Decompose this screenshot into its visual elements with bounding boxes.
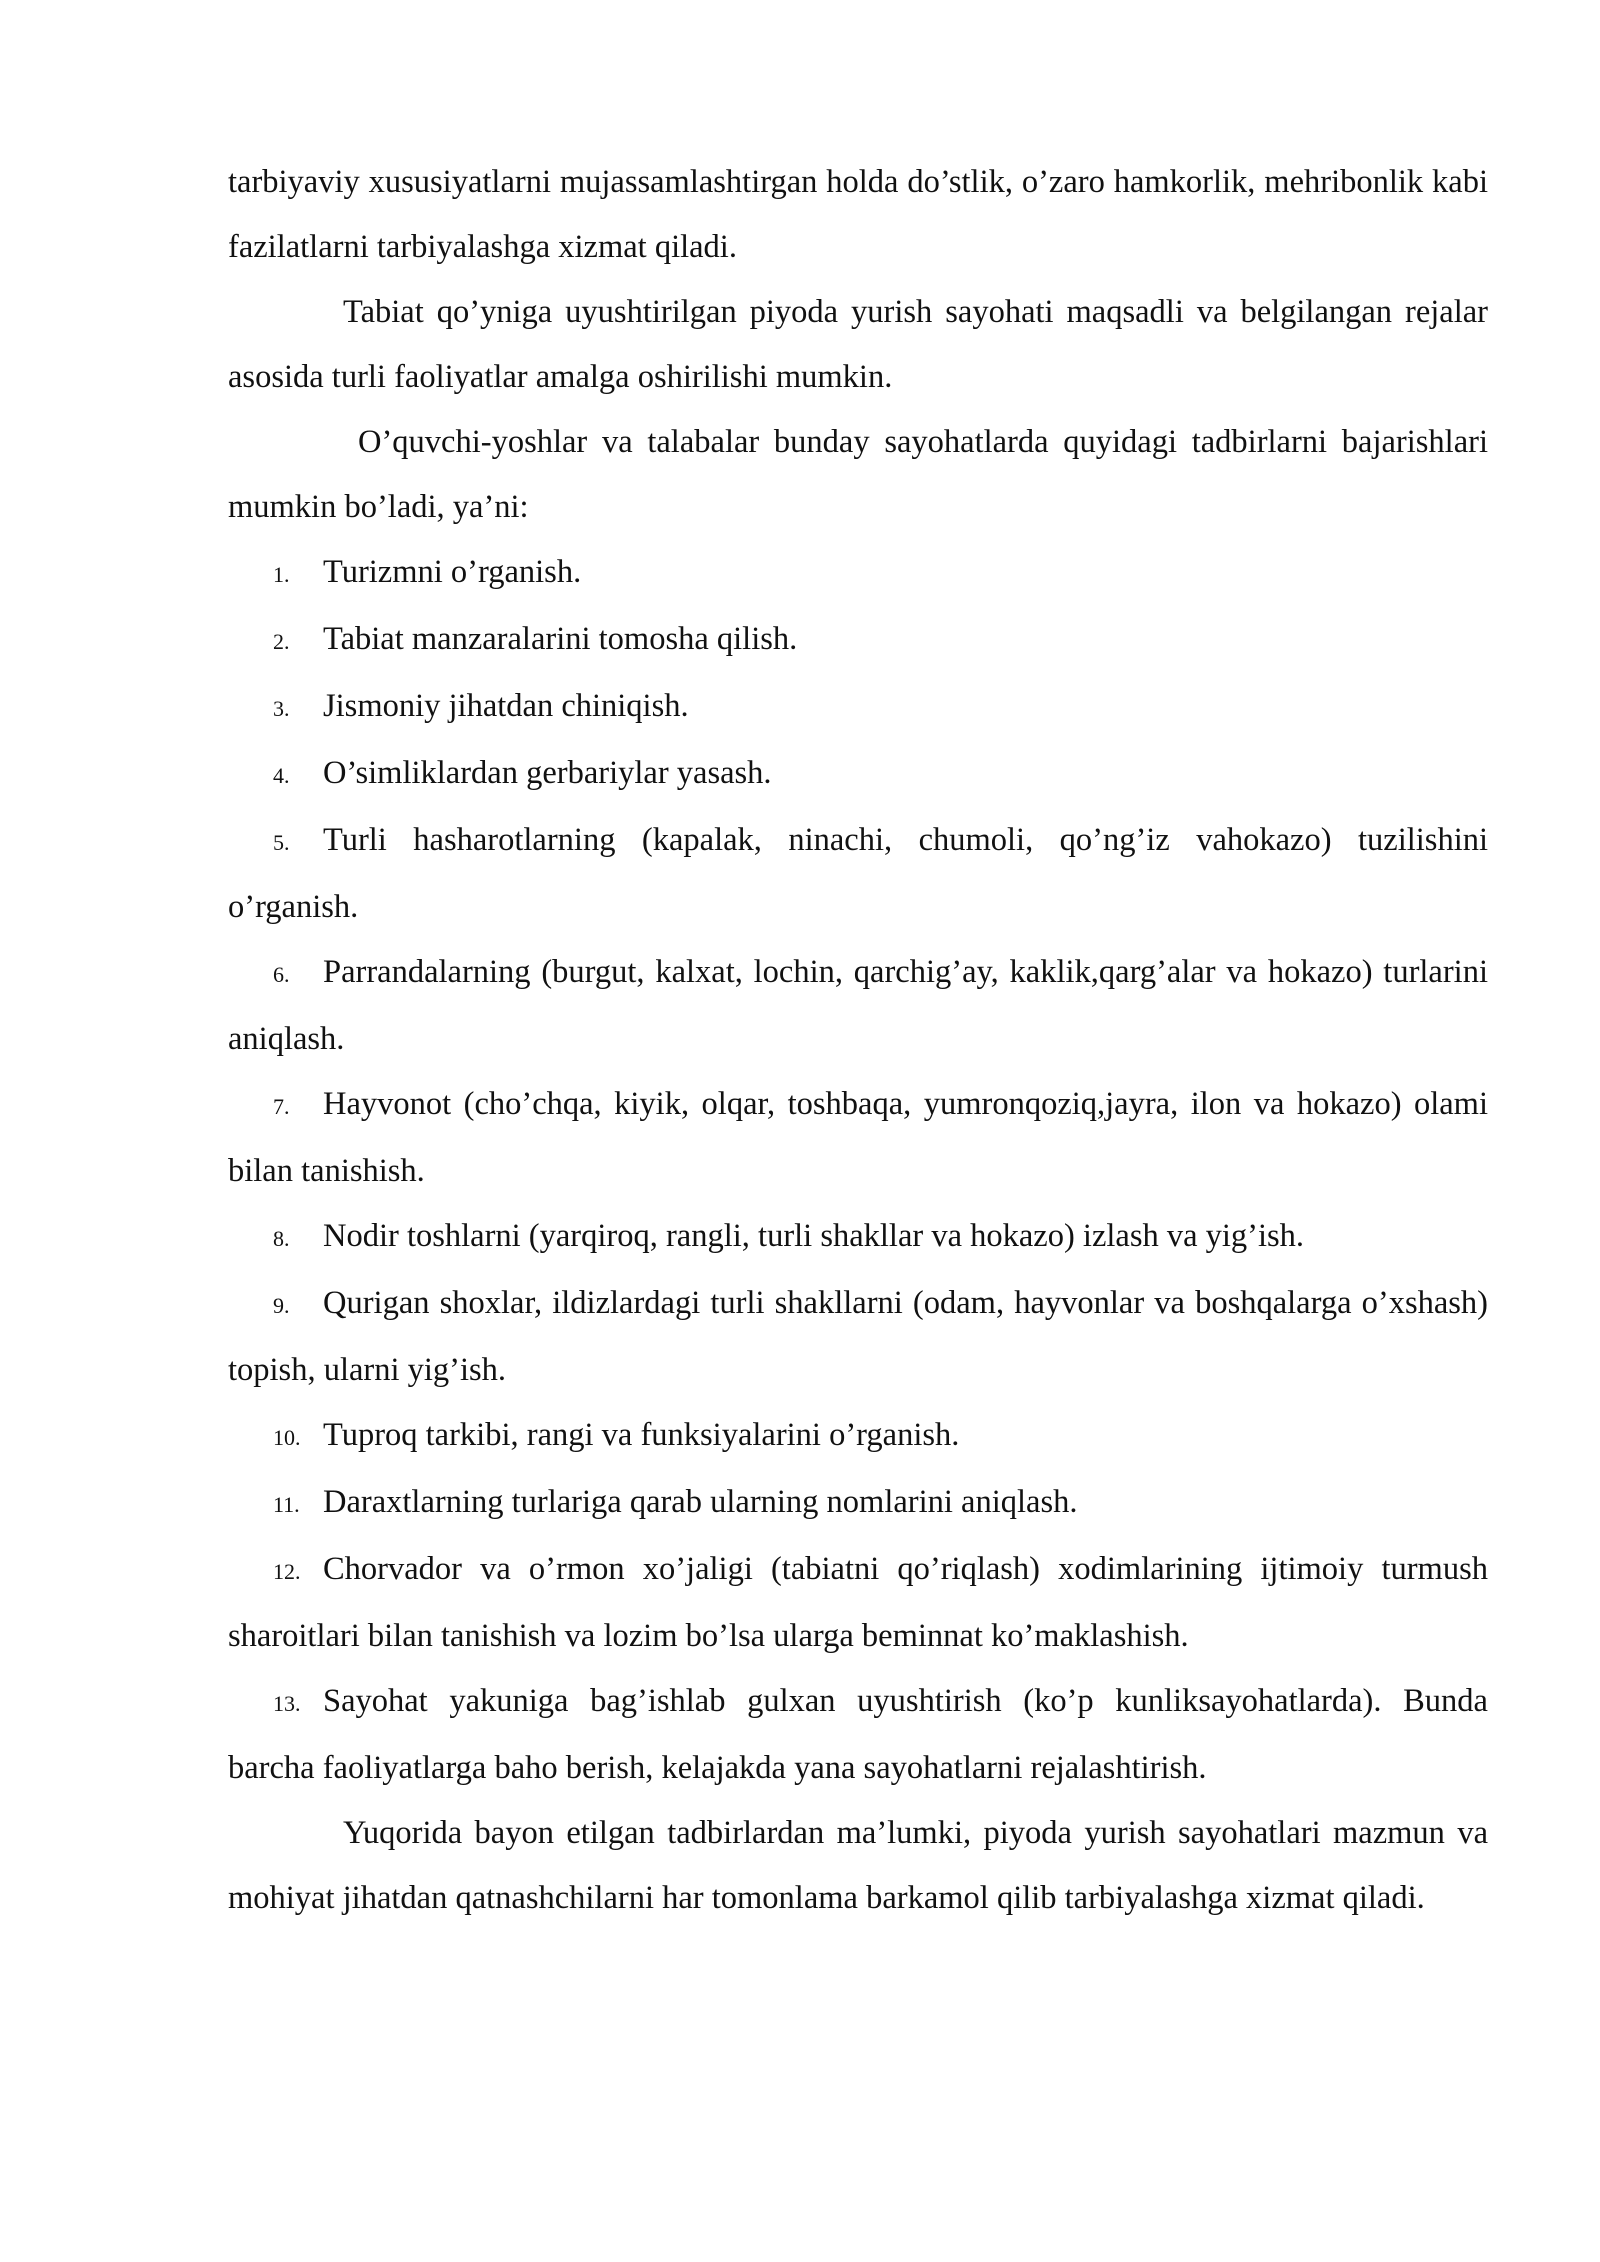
list-item-text: Sayohat yakuniga bag’ishlab gulxan uyushtirish (ko’p kunliksayohatlarda). Bunda barcha faoliyatlarga baho berish, kelajakda yana sayohatlarni rejalashtirish. [228, 1683, 1488, 1786]
list-item-text: Daraxtlarning turlariga qarab ularning nomlarini aniqlash. [323, 1484, 1078, 1520]
list-item [228, 1204, 1488, 1271]
list-item-text: Turli hasharotlarning (kapalak, ninachi, chumoli, qo’ng’iz vahokazo) tuzilishini o’rganish. [228, 822, 1488, 925]
list-item-text: Turizmni o’rganish. [323, 554, 582, 590]
list-item-text: Tuproq tarkibi, rangi va funksiyalarini o’rganish. [323, 1417, 960, 1453]
list-item [228, 1669, 1488, 1801]
list-item-text: Jismoniy jihatdan chiniqish. [323, 688, 689, 724]
list-item-number: 9. [273, 1293, 290, 1318]
list-item-text: Tabiat manzaralarini tomosha qilish. [323, 621, 798, 657]
list-item-number: 11. [273, 1492, 300, 1517]
list-item [228, 1537, 1488, 1669]
list-item [228, 540, 1488, 607]
list-item [228, 940, 1488, 1072]
list-item-number: 3. [273, 696, 290, 721]
paragraph-tabiat: Tabiat qo’yniga uyushtirilgan piyoda yurish sayohati maqsadli va belgilangan rejalar asosida turli faoliyatlar amalga oshirilishi mumkin. [228, 294, 1488, 395]
list-item-number: 6. [273, 962, 290, 987]
list-item [228, 1403, 1488, 1470]
list-item-text: Nodir toshlarni (yarqiroq, rangli, turli shakllar va hokazo) izlash va yig’ish. [323, 1218, 1305, 1254]
list-item [228, 1271, 1488, 1403]
list-item-number: 1. [273, 562, 290, 587]
list-item-number: 2. [273, 629, 290, 654]
paragraph-conclusion: Yuqorida bayon etilgan tadbirlardan ma’lumki, piyoda yurish sayohatlari mazmun va mohiyat jihatdan qatnashchilarni har tomonlama barkamol qilib tarbiyalashga xizmat qiladi. [228, 1815, 1488, 1916]
list-item-text: Parrandalarning (burgut, kalxat, lochin, qarchig’ay, kaklik,qarg’alar va hokazo) turlarini aniqlash. [228, 954, 1488, 1057]
list-item-number: 13. [273, 1691, 301, 1716]
list-item-number: 4. [273, 763, 290, 788]
list-item [228, 607, 1488, 674]
list-item-text: Chorvador va o’rmon xo’jaligi (tabiatni qo’riqlash) xodimlarining ijtimoiy turmush sharoitlari bilan tanishish va lozim bo’lsa ularga beminnat ko’maklashish. [228, 1551, 1488, 1654]
list-item [228, 808, 1488, 940]
paragraph-activities-intro: O’quvchi-yoshlar va talabalar bunday sayohatlarda quyidagi tadbirlarni bajarishlari mumkin bo’ladi, ya’ni: [228, 424, 1488, 525]
list-item-number: 5. [273, 830, 290, 855]
list-item [228, 674, 1488, 741]
activities-list [228, 540, 1488, 1801]
paragraph-intro: tarbiyaviy xususiyatlarni mujassamlashtirgan holda do’stlik, o’zaro hamkorlik, mehribonlik kabi fazilatlarni tarbiyalashga xizmat qiladi. [228, 164, 1488, 265]
list-item-text: Qurigan shoxlar, ildizlardagi turli shakllarni (odam, hayvonlar va boshqalarga o’xshash) topish, ularni yig’ish. [228, 1285, 1488, 1388]
list-item-text: O’simliklardan gerbariylar yasash. [323, 755, 772, 791]
list-item-number: 8. [273, 1226, 290, 1251]
list-item-number: 12. [273, 1559, 301, 1584]
list-item [228, 1072, 1488, 1204]
list-item [228, 741, 1488, 808]
list-item-text: Hayvonot (cho’chqa, kiyik, olqar, toshbaqa, yumronqoziq,jayra, ilon va hokazo) olami bilan tanishish. [228, 1086, 1488, 1189]
list-item-number: 10. [273, 1425, 301, 1450]
document-page [228, 150, 1488, 1931]
list-item [228, 1470, 1488, 1537]
list-item-number: 7. [273, 1094, 290, 1119]
